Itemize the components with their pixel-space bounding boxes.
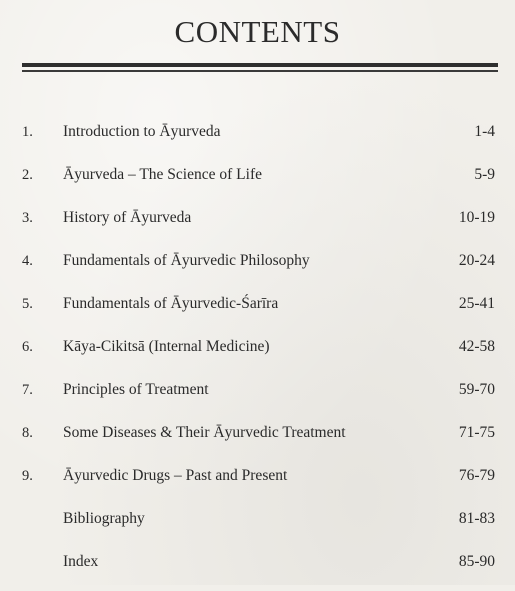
entry-number: 9. — [22, 468, 33, 484]
toc-entry-5 — [0, 290, 515, 333]
entry-title: Kāya-Cikitsā (Internal Medicine) — [63, 338, 270, 355]
entry-title: History of Āyurveda — [63, 209, 192, 226]
toc-entry-1 — [0, 118, 515, 161]
entry-number: 4. — [22, 253, 33, 269]
entry-title: Fundamentals of Āyurvedic Philosophy — [63, 252, 310, 269]
entry-pages: 10-19 — [458, 209, 495, 226]
entry-number: 1. — [22, 124, 33, 140]
entry-title: Bibliography — [63, 510, 145, 527]
entry-pages: 85-90 — [458, 553, 495, 570]
toc-entry-7 — [0, 376, 515, 419]
toc-entry-2 — [0, 161, 515, 204]
entry-number: 6. — [22, 339, 33, 355]
entry-number: 8. — [22, 425, 33, 441]
entry-title: Fundamentals of Āyurvedic-Śarīra — [63, 295, 279, 312]
entry-pages: 20-24 — [458, 252, 495, 269]
entry-pages: 81-83 — [458, 510, 495, 527]
toc-entry-8 — [0, 419, 515, 462]
entry-title: Introduction to Āyurveda — [63, 123, 221, 140]
entry-number: 3. — [22, 210, 33, 226]
toc-entry-9 — [0, 462, 515, 505]
table-of-contents — [0, 118, 515, 591]
entry-pages: 42-58 — [458, 338, 495, 355]
toc-entry-6 — [0, 333, 515, 376]
toc-entry-3 — [0, 204, 515, 247]
entry-title: Index — [63, 553, 99, 570]
toc-entry-bibliography — [0, 505, 515, 548]
entry-pages: 5-9 — [474, 166, 495, 183]
title-rule-thick — [22, 63, 498, 67]
entry-pages: 76-79 — [458, 467, 495, 484]
entry-title: Āyurveda – The Science of Life — [63, 166, 262, 183]
entry-title: Some Diseases & Their Āyurvedic Treatment — [63, 424, 346, 441]
entry-pages: 71-75 — [458, 424, 495, 441]
entry-pages: 25-41 — [458, 295, 495, 312]
title-rule-thin — [22, 70, 498, 72]
entry-number: 5. — [22, 296, 33, 312]
entry-pages: 1-4 — [474, 123, 495, 140]
page-title: CONTENTS — [174, 14, 341, 49]
entry-number: 2. — [22, 167, 33, 183]
toc-entry-4 — [0, 247, 515, 290]
entry-title: Āyurvedic Drugs – Past and Present — [63, 467, 288, 484]
entry-pages: 59-70 — [458, 381, 495, 398]
entry-title: Principles of Treatment — [63, 381, 209, 398]
entry-number: 7. — [22, 382, 33, 398]
